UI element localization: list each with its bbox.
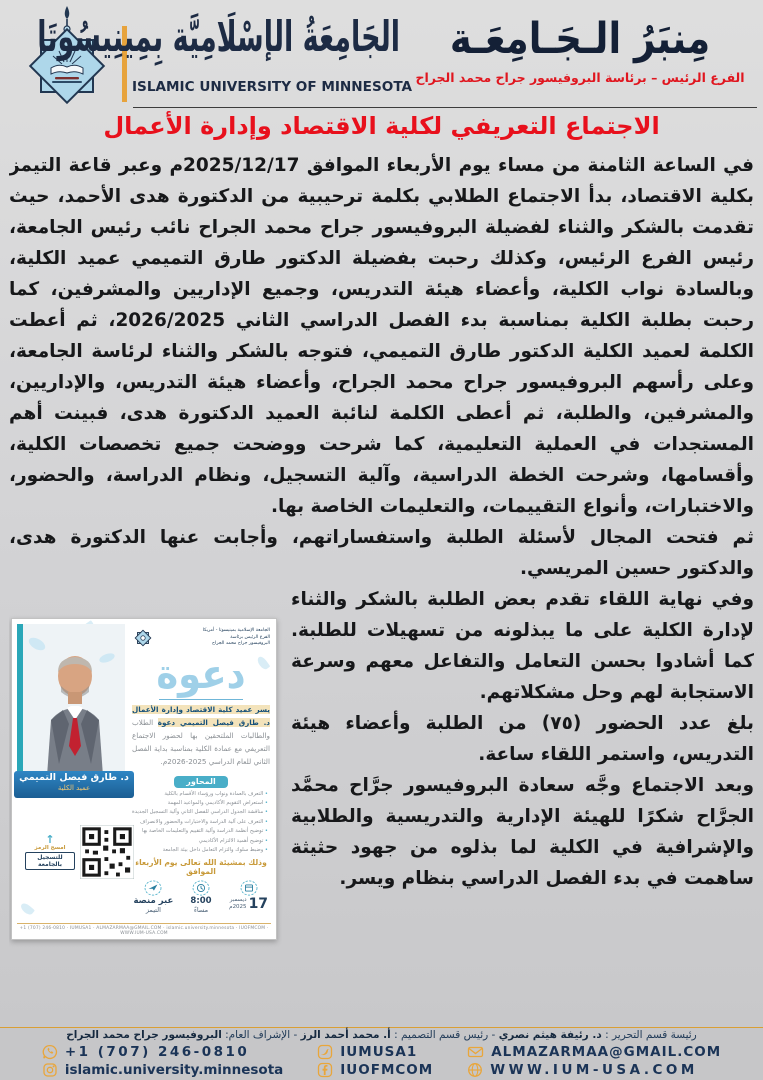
paragraph-3: وفي نهاية اللقاء تقدم بعض الطلبة بالشكر والثناء لإدارة الكلية على ما يبذلونه من تسهيلات للطلبة. كما أشادوا بحسن التعامل والتفاعل معهم وسرعة الاستجابة لهم وحل مشكلاتهم.: [291, 589, 754, 703]
paragraph-5: وبعد الاجتماع وجَّه سعادة البروفيسور جرَّاح محمَّد الجرَّاح شكرًا للهيئة الإدارية والتدريسية والطلابية والإشرافية في الكلية لما بذلوه من جهود حثيثة ساهمت في بدء الفصل الدراسي بنظام ويسر.: [291, 775, 754, 889]
whatsapp-contact: +1 (707) 246-0810: [42, 1043, 283, 1060]
dean-photo: [17, 624, 125, 776]
instagram-icon: [42, 1062, 58, 1078]
leaf-decoration: [19, 901, 35, 916]
flyer-topics-label: المحاور: [174, 776, 227, 788]
arrow-up-icon: ↑: [45, 833, 55, 846]
flyer-contact-line: +1 (707) 246-0810 · IUMUSA1 · ALMAZARMAA@GMAIL.COM · islamic.university.minnesota · IUOFMCOM · WWW.IUM-USA.COM: [17, 923, 271, 936]
facebook-icon: [317, 1062, 333, 1078]
dean-portrait-image: [17, 624, 125, 776]
qr-code: [80, 825, 134, 879]
flyer-text-column: [132, 625, 270, 914]
university-name-english: ISLAMIC UNIVERSITY OF MINNESOTA: [132, 79, 413, 95]
university-name-arabic: الجَامِعَةُ الإسْلَامِيَّة بِمِينِيسُوتَا: [37, 14, 400, 63]
email-icon: [467, 1044, 484, 1060]
dean-caption-ribbon: [14, 771, 134, 798]
flyer-date-badge: 17 ديسمبر 2025م: [227, 880, 270, 914]
flyer-time-badge: 8:00 مساءً: [180, 880, 223, 914]
header-divider-line: [133, 107, 757, 108]
flyer-topic-item: • توضيح أنظمة الدراسة وآلية التقييم والتعليمات الخاصة بها: [132, 827, 268, 836]
flyer-topic-item: • مناقشة الجدول الدراسي للفصل الثاني وآلية التسجيل الجديدة: [132, 808, 268, 817]
article-body: [9, 150, 754, 1027]
paragraph-4: بلغ عدد الحضور (٧٥) من الطلبة وأعضاء هيئة التدريس، واستمر اللقاء ساعة.: [291, 713, 754, 765]
twitter-contact: IUMUSA1: [317, 1043, 433, 1060]
qr-scan-label: امسح الرمز: [34, 845, 66, 851]
credits-line: رئيسة قسم التحرير : د. رئيفة هيثم نصري - رئيس قسم التصميم : أ. محمد أحمد الرز - الإشراف العام: البروفيسور جراح محمد الجراح: [66, 1029, 697, 1041]
dean-name: د. طارق فيصل التميمي: [19, 772, 129, 783]
flyer-topics-list: [132, 790, 270, 856]
bulletin-brand-title: مِنبَرُ الـجَـامِعَـة: [449, 14, 711, 64]
flyer-schedule-badges: [132, 880, 270, 914]
email-contact: ALMAZARMAA@GMAIL.COM: [467, 1043, 721, 1060]
paper-plane-icon: [144, 880, 162, 896]
flyer-topic-item: • التعرف بالعمادة ونواب ورؤساء الأقسام بالكلية: [132, 790, 268, 799]
bulletin-brand-subtitle: الفرع الرئيس – برئاسة البروفيسور جراح محمد الجراح: [415, 70, 745, 85]
contact-bar: [0, 1043, 763, 1078]
calendar-icon: [240, 880, 258, 896]
flyer-topic-item: • التعرف على آلية الدراسة والاختبارات والحضور والانصراف: [132, 818, 268, 827]
flyer-university-logo-icon: [132, 627, 154, 649]
instagram-contact: islamic.university.minnesota: [42, 1061, 283, 1078]
website-contact: WWW.IUM-USA.COM: [467, 1061, 721, 1078]
flyer-title-invitation: دعوة: [156, 650, 246, 699]
flyer-university-name: الجامعة الإسلامية بمينيسوتا - أمريكا الفرع الرئيس برئاسة البروفيسور جراح محمد الجراح: [202, 628, 270, 647]
dean-role: عميد الكلية: [57, 783, 91, 792]
flyer-topic-item: • وضبط سلوك والتزام التعامل داخل بيئة الجامعة: [132, 846, 268, 855]
paragraph-2: ثم فتحت المجال لأسئلة الطلبة واستفساراتهم، وأجابت عنها الدكتورة هدى، والدكتور حسين المريسي.: [9, 527, 754, 579]
footer: [0, 1027, 763, 1080]
page-title: الاجتماع التعريفي لكلية الاقتصاد وإدارة الأعمال: [103, 112, 660, 140]
flyer-qr-block: [22, 825, 134, 879]
flyer-invitation-text: يسر عميد كلية الاقتصاد وإدارة الأعمال د. طارق فيصل التميمي دعوة الطلاب والطالبات الملتحقين بها لحضور الاجتماع التعريفي مع عمادة الكلية بمناسبة بداية الفصل الثاني للعام الدراسي 2025-2026م.: [132, 705, 270, 766]
clock-icon: [192, 880, 210, 896]
flyer-topic-item: • استعراض التقويم الأكاديمي والمواعيد المهمة: [132, 799, 268, 808]
paragraph-1: في الساعة الثامنة من مساء يوم الأربعاء الموافق 2025/12/17م وعبر قاعة التيمز بكلية الاقتصاد، بدأ الاجتماع الطلابي بكلمة ترحيبية من الدكتورة هدى الأحمد، حيث تقدمت بالشكر والثناء لفضيلة البروفيسور جراح محمد الجراح نائب رئيس الجامعة، رئيس الفرع الرئيس، وكذلك رحبت بفضيلة الدكتور طارق التميمي عميد الكلية، وبالسادة نواب الكلية، وأعضاء هيئة التدريس، وجميع الإداريين والمشرفين، كما رحبت بطلبة الكلية بمناسبة بدء الفصل الدراسي الثاني 2026/2025، ثم أعطت الكلمة لعميد الكلية الدكتور طارق التميمي، فتوجه بالشكر والثناء لرئاسة الجامعة، وعلى رأسهم البروفيسور جراح محمد الجراح، وأعضاء هيئة التدريس، والإداريين، والمشرفين، والطلبة، ثم أعطى الكلمة لنائبة العميد الدكتورة هدى، فبينت أهم المستجدات في العملية التعليمية، كما شرحت ووضحت جميع تخصصات الكلية، وأقسامها، وشرحت الخطة الدراسية، وآلية التسجيل، ونظام الدراسة، والحضور، والاختبارات، وأنواع التقييمات، والتعليمات الخاصة بها.: [9, 155, 754, 517]
flyer-schedule-note: وذلك بمشيئة الله تعالى يوم الأربعاء الموافق: [135, 858, 267, 877]
invitation-flyer: [11, 618, 277, 940]
facebook-contact: IUOFMCOM: [317, 1061, 433, 1078]
twitter-icon: [317, 1044, 333, 1060]
globe-icon: [467, 1062, 483, 1078]
qr-register-label: للتسجيل بالجامعة: [25, 852, 75, 870]
whatsapp-icon: [42, 1044, 58, 1060]
flyer-topic-item: • توضيح أهمية الالتزام الأكاديمي: [132, 837, 268, 846]
flyer-platform-badge: عبر منصة التيمز: [132, 880, 175, 914]
